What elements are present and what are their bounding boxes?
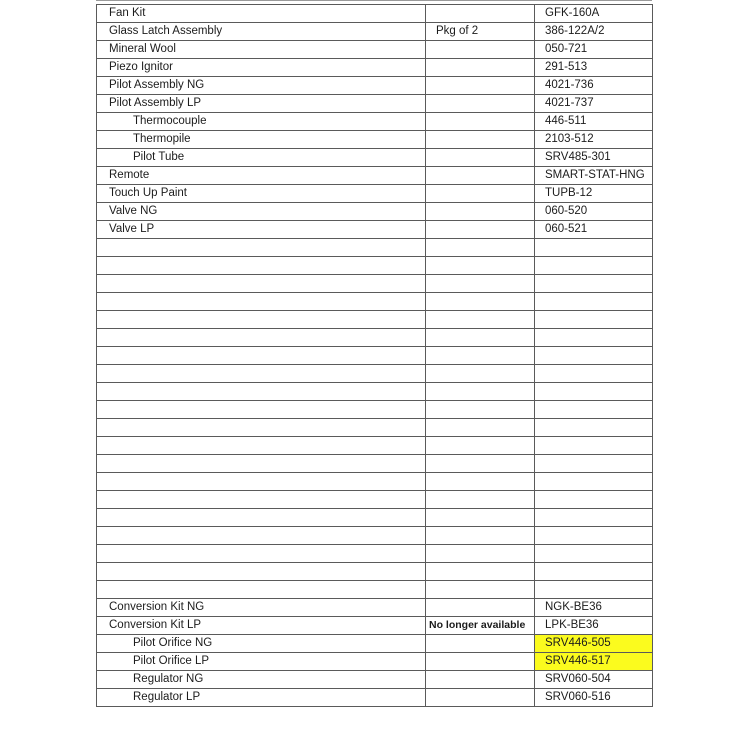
part-number-cell: LPK-BE36 bbox=[535, 617, 653, 635]
part-number-cell: 060-520 bbox=[535, 203, 653, 221]
part-description-cell: Piezo Ignitor bbox=[97, 59, 426, 77]
part-note-cell bbox=[426, 239, 535, 257]
table-row bbox=[97, 347, 653, 365]
part-number-cell bbox=[535, 509, 653, 527]
part-note-cell bbox=[426, 347, 535, 365]
part-note-cell bbox=[426, 257, 535, 275]
part-note-cell bbox=[426, 581, 535, 599]
part-description-cell: Conversion Kit LP bbox=[97, 617, 426, 635]
part-note-cell bbox=[426, 329, 535, 347]
part-number-cell bbox=[535, 347, 653, 365]
table-row bbox=[97, 635, 653, 653]
part-note-cell: Pkg of 2 bbox=[426, 23, 535, 41]
part-description-cell bbox=[97, 527, 426, 545]
part-description-cell bbox=[97, 473, 426, 491]
table-row bbox=[97, 275, 653, 293]
part-description-cell bbox=[97, 257, 426, 275]
part-note-cell bbox=[426, 383, 535, 401]
part-description-cell bbox=[97, 311, 426, 329]
part-note-cell bbox=[426, 311, 535, 329]
table-row bbox=[97, 59, 653, 77]
table-row bbox=[97, 41, 653, 59]
part-note-cell bbox=[426, 365, 535, 383]
part-note-cell bbox=[426, 5, 535, 23]
table-row bbox=[97, 545, 653, 563]
part-description-cell: Touch Up Paint bbox=[97, 185, 426, 203]
table-row bbox=[97, 527, 653, 545]
part-number-cell: 386-122A/2 bbox=[535, 23, 653, 41]
part-number-cell: 4021-737 bbox=[535, 95, 653, 113]
part-description-cell: Pilot Orifice NG bbox=[97, 635, 426, 653]
table-row bbox=[97, 671, 653, 689]
part-note-cell bbox=[426, 77, 535, 95]
part-number-cell bbox=[535, 545, 653, 563]
table-row bbox=[97, 491, 653, 509]
part-number-cell bbox=[535, 401, 653, 419]
part-number-cell: SRV446-517 bbox=[535, 653, 653, 671]
part-note-cell bbox=[426, 437, 535, 455]
table-row bbox=[97, 455, 653, 473]
table-row bbox=[97, 401, 653, 419]
part-number-cell bbox=[535, 491, 653, 509]
part-number-cell: 050-721 bbox=[535, 41, 653, 59]
part-note-cell bbox=[426, 293, 535, 311]
part-number-cell bbox=[535, 473, 653, 491]
part-number-cell bbox=[535, 419, 653, 437]
part-number-cell bbox=[535, 275, 653, 293]
part-note-cell bbox=[426, 113, 535, 131]
part-number-cell: GFK-160A bbox=[535, 5, 653, 23]
part-number-cell: SRV485-301 bbox=[535, 149, 653, 167]
table-row bbox=[97, 599, 653, 617]
table-row bbox=[97, 509, 653, 527]
part-number-cell bbox=[535, 527, 653, 545]
part-description-cell: Valve LP bbox=[97, 221, 426, 239]
part-note-cell bbox=[426, 635, 535, 653]
part-description-cell: Glass Latch Assembly bbox=[97, 23, 426, 41]
part-number-cell: SRV060-516 bbox=[535, 689, 653, 707]
table-row bbox=[97, 149, 653, 167]
part-description-cell bbox=[97, 401, 426, 419]
part-description-cell bbox=[97, 275, 426, 293]
table-row bbox=[97, 23, 653, 41]
part-note-cell bbox=[426, 41, 535, 59]
part-note-cell bbox=[426, 563, 535, 581]
part-description-cell: Regulator LP bbox=[97, 689, 426, 707]
part-description-cell: Conversion Kit NG bbox=[97, 599, 426, 617]
part-note-cell bbox=[426, 167, 535, 185]
part-note-cell: No longer available bbox=[426, 617, 535, 635]
part-description-cell: Thermopile bbox=[97, 131, 426, 149]
part-description-cell bbox=[97, 383, 426, 401]
part-number-cell bbox=[535, 239, 653, 257]
table-row bbox=[97, 131, 653, 149]
parts-table bbox=[96, 4, 653, 707]
part-number-cell bbox=[535, 563, 653, 581]
part-number-cell bbox=[535, 437, 653, 455]
part-note-cell bbox=[426, 203, 535, 221]
table-row bbox=[97, 437, 653, 455]
table-row bbox=[97, 365, 653, 383]
table-row bbox=[97, 653, 653, 671]
part-description-cell bbox=[97, 239, 426, 257]
part-note-cell bbox=[426, 509, 535, 527]
part-number-cell bbox=[535, 365, 653, 383]
part-description-cell bbox=[97, 347, 426, 365]
part-description-cell bbox=[97, 563, 426, 581]
table-row bbox=[97, 203, 653, 221]
part-note-cell bbox=[426, 185, 535, 203]
part-description-cell bbox=[97, 329, 426, 347]
part-number-cell bbox=[535, 581, 653, 599]
part-description-cell: Remote bbox=[97, 167, 426, 185]
part-description-cell bbox=[97, 455, 426, 473]
part-description-cell bbox=[97, 365, 426, 383]
part-description-cell: Fan Kit bbox=[97, 5, 426, 23]
part-note-cell bbox=[426, 419, 535, 437]
table-row bbox=[97, 77, 653, 95]
part-description-cell: Pilot Assembly NG bbox=[97, 77, 426, 95]
part-number-cell bbox=[535, 383, 653, 401]
part-number-cell bbox=[535, 329, 653, 347]
table-row bbox=[97, 329, 653, 347]
part-description-cell: Thermocouple bbox=[97, 113, 426, 131]
table-row bbox=[97, 311, 653, 329]
part-description-cell bbox=[97, 545, 426, 563]
part-number-cell: 4021-736 bbox=[535, 77, 653, 95]
table-row bbox=[97, 419, 653, 437]
table-row bbox=[97, 383, 653, 401]
part-number-cell: SMART-STAT-HNG bbox=[535, 167, 653, 185]
part-note-cell bbox=[426, 149, 535, 167]
part-note-cell bbox=[426, 527, 535, 545]
part-note-cell bbox=[426, 653, 535, 671]
table-row bbox=[97, 95, 653, 113]
part-number-cell bbox=[535, 293, 653, 311]
table-row bbox=[97, 5, 653, 23]
part-number-cell: NGK-BE36 bbox=[535, 599, 653, 617]
part-description-cell bbox=[97, 509, 426, 527]
parts-list-page bbox=[96, 0, 652, 744]
part-note-cell bbox=[426, 401, 535, 419]
part-description-cell bbox=[97, 491, 426, 509]
part-note-cell bbox=[426, 95, 535, 113]
part-note-cell bbox=[426, 545, 535, 563]
part-description-cell bbox=[97, 419, 426, 437]
part-description-cell: Pilot Orifice LP bbox=[97, 653, 426, 671]
table-row bbox=[97, 257, 653, 275]
part-number-cell: TUPB-12 bbox=[535, 185, 653, 203]
part-note-cell bbox=[426, 599, 535, 617]
part-note-cell bbox=[426, 689, 535, 707]
part-note-cell bbox=[426, 671, 535, 689]
part-description-cell: Valve NG bbox=[97, 203, 426, 221]
part-note-cell bbox=[426, 59, 535, 77]
part-number-cell: SRV060-504 bbox=[535, 671, 653, 689]
part-number-cell bbox=[535, 257, 653, 275]
part-note-cell bbox=[426, 473, 535, 491]
table-row bbox=[97, 563, 653, 581]
part-note-cell bbox=[426, 491, 535, 509]
part-description-cell bbox=[97, 293, 426, 311]
part-description-cell: Mineral Wool bbox=[97, 41, 426, 59]
parts-table-body bbox=[97, 5, 653, 707]
part-note-cell bbox=[426, 275, 535, 293]
table-row bbox=[97, 689, 653, 707]
part-note-cell bbox=[426, 221, 535, 239]
part-number-cell: 446-511 bbox=[535, 113, 653, 131]
table-row bbox=[97, 185, 653, 203]
part-description-cell: Pilot Assembly LP bbox=[97, 95, 426, 113]
part-number-cell bbox=[535, 455, 653, 473]
part-number-cell: 2103-512 bbox=[535, 131, 653, 149]
table-row bbox=[97, 167, 653, 185]
table-row bbox=[97, 617, 653, 635]
part-number-cell: 291-513 bbox=[535, 59, 653, 77]
table-row bbox=[97, 221, 653, 239]
part-note-cell bbox=[426, 131, 535, 149]
table-row bbox=[97, 581, 653, 599]
table-row bbox=[97, 293, 653, 311]
part-description-cell bbox=[97, 581, 426, 599]
part-number-cell: SRV446-505 bbox=[535, 635, 653, 653]
part-number-cell bbox=[535, 311, 653, 329]
part-description-cell: Regulator NG bbox=[97, 671, 426, 689]
part-description-cell: Pilot Tube bbox=[97, 149, 426, 167]
table-row bbox=[97, 239, 653, 257]
table-row bbox=[97, 473, 653, 491]
part-number-cell: 060-521 bbox=[535, 221, 653, 239]
table-row bbox=[97, 113, 653, 131]
part-note-cell bbox=[426, 455, 535, 473]
part-description-cell bbox=[97, 437, 426, 455]
